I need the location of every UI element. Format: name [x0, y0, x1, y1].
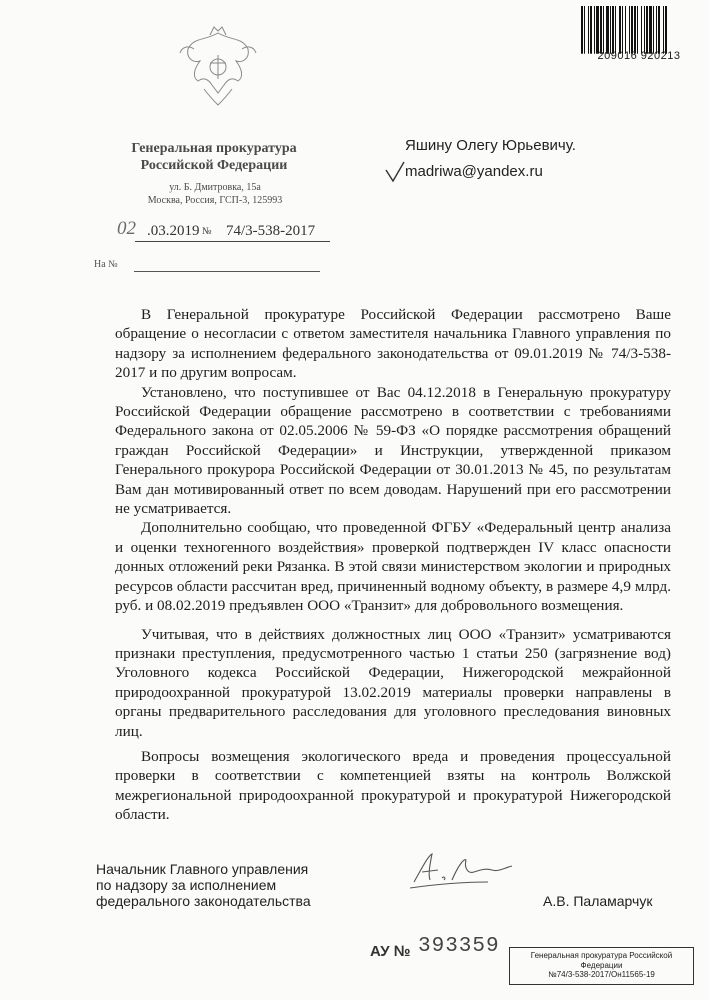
stamp-line2: Федерации — [580, 960, 623, 970]
barcode-bar — [634, 6, 636, 54]
barcode-bar — [629, 6, 630, 54]
date-day-handwritten: 02 — [117, 218, 136, 239]
date-underline — [135, 241, 330, 242]
signer-name: А.В. Паламарчук — [543, 893, 653, 909]
body-paragraph-4: Учитывая, что в действиях должностных лиц ООО «Транзит» усматриваются признаки преступления, предусмотренного частью 1 статьи 250 (загрязнение вод) Уголовного кодекса Российской Федерации, Нижегородской межрайонной природоохранной прокуратурой 13.02.2019 материалы проверки направлены в органы предварительного расследования для уголовного преследования виновных лиц. — [115, 625, 671, 740]
registration-stamp — [509, 947, 694, 985]
barcode-bar — [610, 6, 611, 54]
barcode-number: 209016 920213 — [597, 50, 681, 62]
barcode-bar — [622, 6, 623, 54]
reference-underline — [134, 271, 320, 272]
barcode-bar — [603, 6, 604, 54]
barcode-bar — [619, 6, 621, 54]
reference-label: На № — [94, 259, 118, 270]
barcode-bar — [594, 6, 595, 54]
barcode-bar — [663, 6, 664, 54]
barcode-bar — [637, 6, 638, 54]
barcode-bar — [644, 6, 645, 54]
stamp-line1: Генеральная прокуратура Российской — [530, 951, 673, 960]
barcode-bar — [581, 6, 583, 54]
number-label: № — [202, 226, 212, 237]
barcode — [580, 6, 698, 56]
barcode-bar — [625, 6, 626, 54]
date-number-line — [105, 218, 330, 242]
letter-body — [115, 305, 671, 825]
outgoing-number: 74/3-538-2017 — [226, 223, 316, 239]
barcode-bar — [615, 6, 616, 54]
barcode-bar — [612, 6, 614, 54]
barcode-bar — [646, 6, 648, 54]
body-paragraph-5: Вопросы возмещения экологического вреда и проведения процессуальной проверки в соответствии с компетенцией взяты на контроль Волжской межрегиональной природоохранной прокуратурой и прокуратурой Нижегородской области. — [115, 747, 671, 824]
body-paragraph-1: В Генеральной прокуратуре Российской Федерации рассмотрено Ваше обращение о несогласии с ответом заместителя начальника Главного управления по надзору за исполнением федерального законодательства от 09.01.2019 № 74/3-538-2017 и по другим вопросам. — [115, 306, 671, 382]
signer-title-line1: Начальник Главного управления — [96, 861, 309, 877]
barcode-bar — [584, 6, 585, 54]
addressee-email: madriwa@yandex.ru — [405, 163, 543, 180]
coat-of-arms-emblem — [164, 19, 272, 115]
barcode-bar — [590, 6, 592, 54]
stamp-line3: №74/3-538-2017/Он11565-19 — [548, 970, 655, 979]
barcode-bar — [656, 6, 657, 54]
barcode-bar — [649, 6, 652, 54]
body-paragraph-2: Установлено, что поступившее от Вас 04.12.2018 в Генеральную прокуратуру Российской Федерации обращение рассмотрено в соответствии с требованиями Федерального закона от 02.05.2006 № 59-ФЗ «О порядке рассмотрения обращений граждан Российской Федерации» и Инструкции, утвержденной приказом Генерального прокурора Российской Федерации от 30.01.2013 № 45, по результатам Вам дан мотивированный ответ по всем доводам. Нарушений при его рассмотрении не усматривается. — [115, 383, 671, 518]
body-paragraph-3: Дополнительно сообщаю, что проведенной ФГБУ «Федеральный центр анализа и оценки техногенного воздействия» проверкой подтвержден IV класс опасности донных отложений реки Рязанка. В этой связи министерством экологии и природных ресурсов области рассчитан вред, причиненный водному объекту, в размере 4,9 млрд. руб. и 08.02.2019 предъявлен ООО «Транзит» для добровольного возмещения. — [115, 519, 671, 615]
barcode-bar — [631, 6, 633, 54]
signer-title-line2: по надзору за исполнением — [96, 877, 277, 893]
barcode-bar — [600, 6, 602, 54]
barcode-bar — [653, 6, 654, 54]
checkmark-icon — [384, 160, 406, 184]
reference-line — [94, 259, 324, 273]
sender-address-line1: ул. Б. Дмитровка, 15а — [169, 182, 261, 193]
barcode-bar — [658, 6, 660, 54]
series-label: АУ № — [370, 943, 411, 960]
sender-org-line1: Генеральная прокуратура — [131, 141, 297, 156]
series-number: 393359 — [418, 935, 500, 958]
barcode-bar — [588, 6, 589, 54]
sender-address-line2: Москва, Россия, ГСП-3, 125993 — [147, 195, 283, 206]
sender-org-line2: Российской Федерации — [140, 158, 288, 173]
barcode-bar — [596, 6, 599, 54]
signer-title-line3: федерального законодательства — [96, 893, 311, 909]
barcode-bar — [606, 6, 609, 54]
handwritten-signature — [408, 848, 518, 890]
date-month-year: .03.2019 — [147, 223, 200, 239]
addressee-name: Яшину Олегу Юрьевичу. — [405, 137, 576, 154]
barcode-bar — [665, 6, 667, 54]
barcode-bar — [641, 6, 642, 54]
